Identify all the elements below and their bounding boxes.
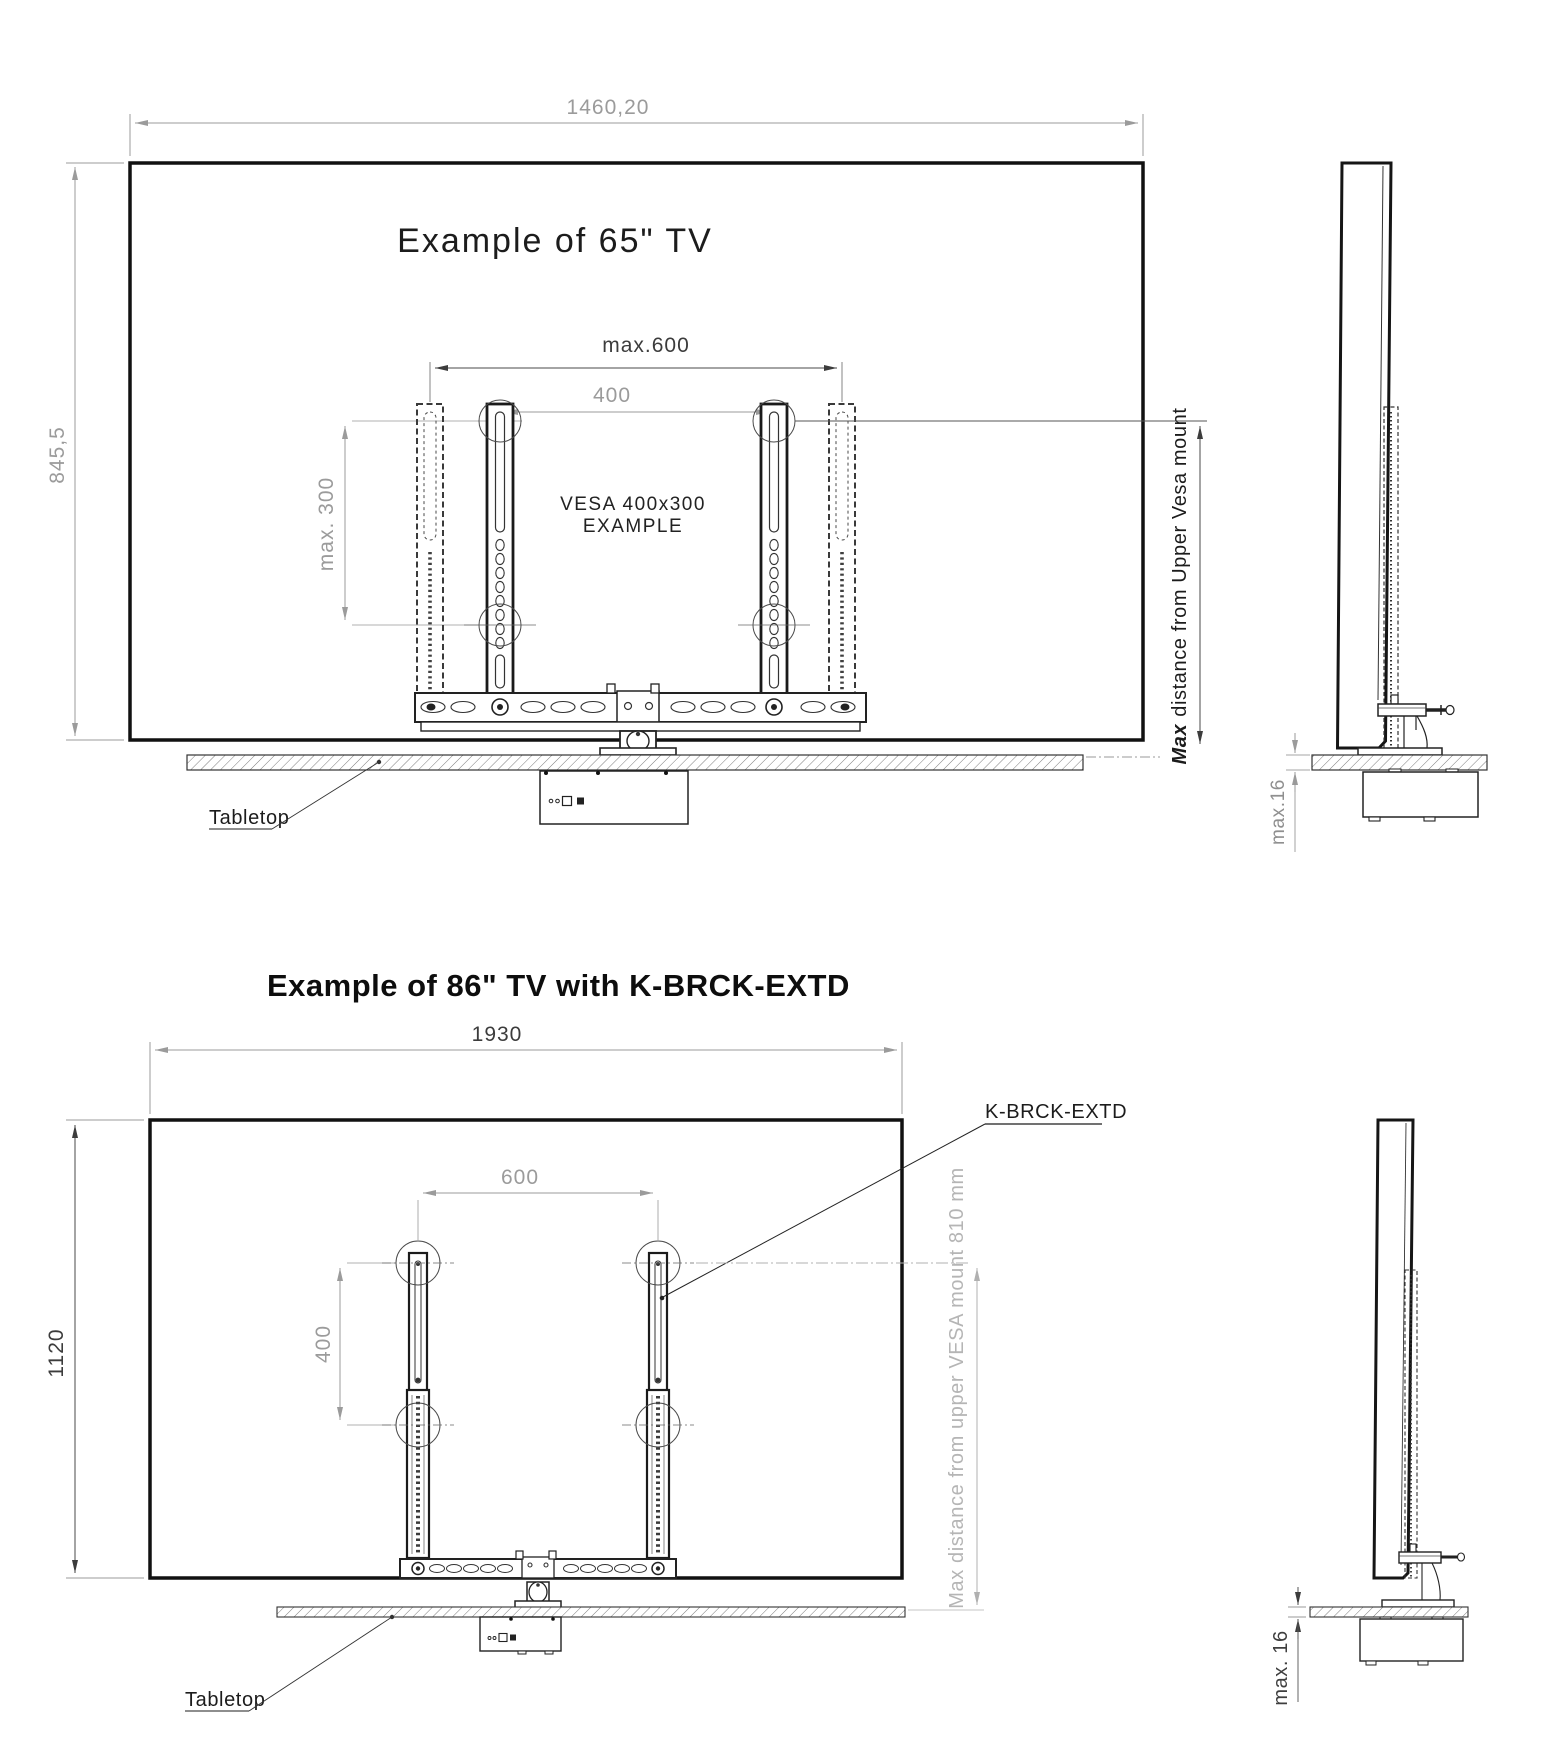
table-thickness-dimension-65: [1268, 733, 1310, 852]
under-table-device-side-86: [1360, 1617, 1463, 1665]
tv86-height-value: 1120: [45, 1328, 68, 1378]
vesa-width-value: 400: [592, 384, 632, 407]
tv86-height-dimension: [45, 1120, 144, 1578]
tabletop-side-86: [1310, 1607, 1468, 1617]
vesa600-value: 600: [500, 1166, 540, 1189]
tabletop-side-65: [1312, 755, 1487, 770]
table-thickness-dimension-86: [1270, 1587, 1306, 1706]
table-thickness-value-65: max.16: [1268, 779, 1289, 845]
tabletop-callout-86: [185, 1615, 394, 1711]
bracket-label: K-BRCK-EXTD: [985, 1101, 1128, 1123]
usb-port-icon: [510, 1635, 516, 1641]
max-distance-note-65: Maxdistance from Upper Vesa mount: [1169, 407, 1191, 765]
vesa-note-line2: EXAMPLE: [582, 516, 684, 537]
tabletop-label-86: Tabletop: [185, 1689, 266, 1711]
tabletop-86: [277, 1607, 905, 1617]
usb-port-icon: [577, 798, 584, 805]
vesa-note-line1: VESA 400x300: [560, 494, 706, 515]
tv86-title: Example of 86" TV with K-BRCK-EXTD: [267, 968, 850, 1003]
tv65-side-view: [1268, 163, 1487, 852]
tabletop-65: [187, 755, 1160, 770]
tv65-front-view: [46, 96, 1207, 829]
center-mount-86: [515, 1582, 561, 1608]
under-table-device-65: [540, 771, 688, 824]
ethernet-port-icon: [563, 797, 572, 806]
table-thickness-value-86: max. 16: [1270, 1630, 1292, 1706]
tv86-width-value: 1930: [471, 1023, 523, 1046]
tv86-side-panel: [1374, 1120, 1413, 1578]
vesa400-value: 400: [312, 1324, 335, 1364]
under-table-device-86: [480, 1617, 561, 1654]
under-table-device-side-65: [1363, 769, 1478, 821]
tv86-front-view: [45, 968, 1127, 1711]
tv65-width-dimension: [130, 96, 1143, 156]
tv65-width-value: 1460,20: [566, 96, 650, 119]
tv86-side-view: [1270, 1120, 1468, 1706]
vesa-max-width-value: max.600: [602, 334, 690, 357]
tv86-width-dimension: [150, 1023, 902, 1114]
vesa-max-height-value: max. 300: [315, 476, 338, 572]
ethernet-port-icon: [499, 1634, 507, 1642]
tv65-side-panel: [1338, 163, 1392, 748]
tv65-height-value: 845,5: [46, 426, 69, 484]
tv65-title: Example of 65" TV: [397, 222, 713, 260]
max-distance-note-86: Max distance from upper VESA mount 810 mm: [946, 1167, 968, 1609]
tabletop-label-65: Tabletop: [209, 807, 290, 829]
tv65-height-dimension: [46, 163, 124, 740]
